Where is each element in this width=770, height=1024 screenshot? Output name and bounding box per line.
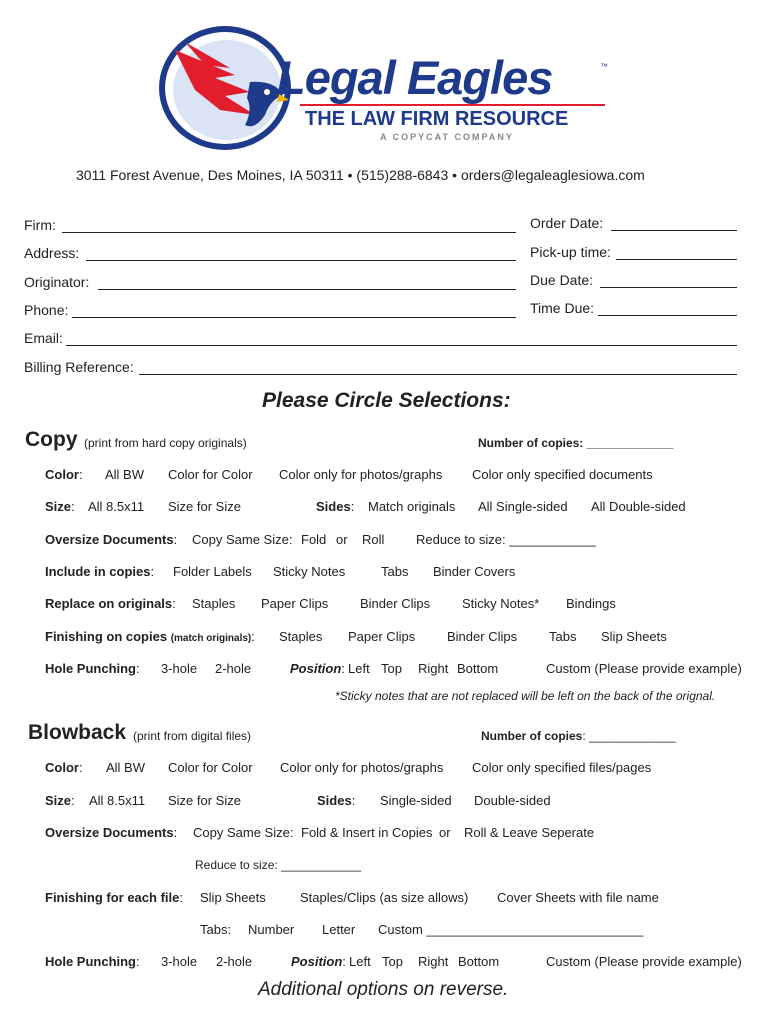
blowback-position-label: Position: (291, 954, 346, 969)
copy-sides-option[interactable]: Match originals (368, 499, 456, 514)
order-date-label: Order Date: (530, 215, 604, 231)
brand-name: Legal Eagles (277, 51, 553, 104)
blowback-finishing-option[interactable]: Staples/Clips (as size allows) (300, 890, 469, 905)
copy-color-option[interactable]: All BW (105, 467, 144, 482)
time-due-field[interactable] (598, 315, 737, 316)
copy-color-option[interactable]: Color for Color (168, 467, 253, 482)
brand-tagline: THE LAW FIRM RESOURCE (305, 108, 569, 130)
blowback-finishing-option[interactable]: Cover Sheets with file name (497, 890, 659, 905)
due-date-label: Due Date: (530, 272, 594, 288)
firm-field[interactable] (62, 232, 516, 233)
address-label: Address: (24, 245, 80, 261)
blowback-finishing-label: Finishing for each file: (45, 890, 183, 905)
blowback-size-option[interactable]: Size for Size (168, 793, 241, 808)
circle-selections-heading: Please Circle Selections: (262, 389, 511, 412)
copy-position-option[interactable]: Bottom (457, 661, 499, 676)
copy-size-label: Size: (45, 499, 75, 514)
copy-color-option[interactable]: Color only for photos/graphs (279, 467, 443, 482)
time-due-label: Time Due: (530, 300, 595, 316)
copy-oversize-label: Oversize Documents: (45, 532, 178, 547)
copy-replace-option[interactable]: Paper Clips (261, 596, 329, 611)
copy-include-label: Include in copies: (45, 564, 155, 579)
blowback-tabs-option[interactable]: Number (248, 922, 295, 937)
blowback-oversize-or: or (439, 825, 451, 840)
copy-position-label: Position: (290, 661, 345, 676)
copy-finishing-option[interactable]: Slip Sheets (601, 629, 667, 644)
copy-hole-punching-label: Hole Punching: (45, 661, 140, 676)
blowback-custom-option[interactable]: Custom (Please provide example) (546, 954, 742, 969)
company-logo (155, 20, 615, 160)
billing-reference-label: Billing Reference: (24, 359, 134, 375)
blowback-sides-label: Sides: (317, 793, 356, 808)
pickup-time-label: Pick-up time: (530, 244, 611, 260)
copy-include-option[interactable]: Sticky Notes (273, 564, 346, 579)
additional-options-note: Additional options on reverse. (258, 979, 509, 1000)
copy-section-subtitle: (print from hard copy originals) (84, 436, 247, 450)
blowback-color-option[interactable]: Color only specified files/pages (472, 760, 652, 775)
blowback-oversize-option[interactable]: Fold & Insert in Copies (301, 825, 433, 840)
blowback-oversize-label: Oversize Documents: (45, 825, 178, 840)
copy-position-option[interactable]: Right (418, 661, 449, 676)
blowback-size-label: Size: (45, 793, 75, 808)
copy-section-title: Copy (25, 428, 78, 451)
copy-color-label: Color: (45, 467, 83, 482)
sticky-notes-footnote: *Sticky notes that are not replaced will be left on the back of the orignal. (335, 689, 716, 703)
copy-hole-option[interactable]: 3-hole (161, 661, 198, 676)
blowback-number-of-copies[interactable]: Number of copies: _____________ (481, 729, 676, 743)
copy-size-option[interactable]: Size for Size (168, 499, 241, 514)
copy-finishing-option[interactable]: Staples (279, 629, 323, 644)
copy-sides-label: Sides: (316, 499, 355, 514)
copy-hole-option[interactable]: 2-hole (215, 661, 252, 676)
due-date-field[interactable] (600, 287, 737, 288)
copy-finishing-option[interactable]: Tabs (549, 629, 577, 644)
brand-subtitle: A COPYCAT COMPANY (380, 132, 514, 142)
email-field[interactable] (66, 345, 737, 346)
pickup-time-field[interactable] (616, 259, 737, 260)
copy-position-option[interactable]: Left (348, 661, 370, 676)
copy-finishing-option[interactable]: Binder Clips (447, 629, 518, 644)
address-field[interactable] (86, 260, 516, 261)
blowback-hole-option[interactable]: 3-hole (161, 954, 198, 969)
email-label: Email: (24, 330, 63, 346)
copy-custom-option[interactable]: Custom (Please provide example) (546, 661, 742, 676)
blowback-section-subtitle: (print from digital files) (133, 729, 252, 743)
billing-reference-field[interactable] (139, 374, 737, 375)
phone-field[interactable] (72, 317, 516, 318)
copy-sides-option[interactable]: All Single-sided (478, 499, 568, 514)
blowback-hole-punching-label: Hole Punching: (45, 954, 140, 969)
copy-include-option[interactable]: Folder Labels (173, 564, 252, 579)
copy-replace-option[interactable]: Sticky Notes* (462, 596, 540, 611)
blowback-tabs-custom[interactable]: Custom ______________________________ (378, 922, 644, 937)
originator-field[interactable] (98, 289, 516, 290)
originator-label: Originator: (24, 274, 90, 290)
trademark-symbol: ™ (600, 62, 608, 71)
blowback-tabs-label: Tabs: (200, 922, 232, 937)
copy-replace-option[interactable]: Bindings (566, 596, 616, 611)
phone-label: Phone: (24, 302, 69, 318)
blowback-oversize-option[interactable]: Roll & Leave Seperate (464, 825, 595, 840)
copy-finishing-label: Finishing on copies (match originals): (45, 629, 255, 644)
blowback-color-option[interactable]: All BW (106, 760, 145, 775)
copy-oversize-option[interactable]: Roll (362, 532, 385, 547)
blowback-position-option[interactable]: Bottom (458, 954, 500, 969)
copy-reduce-to-size[interactable]: Reduce to size: ____________ (416, 532, 596, 547)
blowback-finishing-option[interactable]: Slip Sheets (200, 890, 266, 905)
copy-replace-option[interactable]: Staples (192, 596, 236, 611)
blowback-reduce-to-size[interactable]: Reduce to size: ____________ (195, 858, 362, 872)
copy-sides-option[interactable]: All Double-sided (591, 499, 686, 514)
blowback-section-title: Blowback (28, 721, 127, 744)
firm-label: Firm: (24, 217, 56, 233)
blowback-sides-option[interactable]: Double-sided (474, 793, 551, 808)
blowback-position-option[interactable]: Top (382, 954, 403, 969)
copy-number-of-copies[interactable]: Number of copies: _____________ (478, 436, 674, 450)
blowback-size-option[interactable]: All 8.5x11 (89, 793, 146, 808)
blowback-position-option[interactable]: Left (349, 954, 371, 969)
copy-color-option[interactable]: Color only specified documents (472, 467, 653, 482)
copy-size-option[interactable]: All 8.5x11 (88, 499, 145, 514)
blowback-hole-option[interactable]: 2-hole (216, 954, 253, 969)
blowback-sides-option[interactable]: Single-sided (380, 793, 452, 808)
blowback-tabs-option[interactable]: Letter (322, 922, 356, 937)
blowback-oversize-option[interactable]: Copy Same Size: (193, 825, 294, 840)
contact-info: 3011 Forest Avenue, Des Moines, IA 50311 • (515)288-6843 • orders@legaleaglesiowa.com (76, 167, 645, 183)
blowback-color-option[interactable]: Color for Color (168, 760, 253, 775)
eagle-emblem-icon (155, 20, 295, 160)
order-date-field[interactable] (611, 230, 737, 231)
copy-replace-option[interactable]: Binder Clips (360, 596, 431, 611)
copy-oversize-option[interactable]: Copy Same Size: (192, 532, 293, 547)
copy-replace-label: Replace on originals: (45, 596, 176, 611)
blowback-color-label: Color: (45, 760, 83, 775)
copy-include-option[interactable]: Tabs (381, 564, 409, 579)
copy-finishing-option[interactable]: Paper Clips (348, 629, 416, 644)
copy-position-option[interactable]: Top (381, 661, 402, 676)
copy-include-option[interactable]: Binder Covers (433, 564, 516, 579)
blowback-color-option[interactable]: Color only for photos/graphs (280, 760, 444, 775)
copy-oversize-option[interactable]: Fold (301, 532, 327, 547)
logo-divider (300, 104, 605, 106)
blowback-position-option[interactable]: Right (418, 954, 449, 969)
copy-oversize-or: or (336, 532, 348, 547)
